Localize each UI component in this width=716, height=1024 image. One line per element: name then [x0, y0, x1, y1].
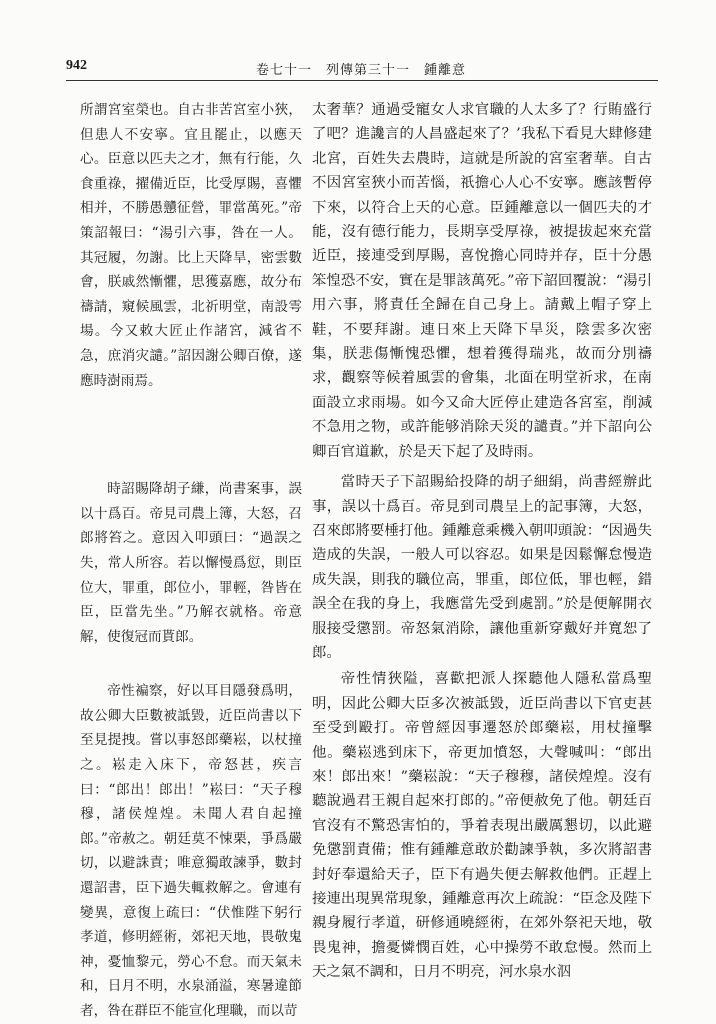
right-column-translation: [312, 98, 652, 985]
page-number: 942: [66, 58, 87, 73]
header-rule: [66, 80, 658, 81]
left-paragraph-2: 時詔賜降胡子縑，尚書案事，誤以十爲百。帝見司農上簿，大怒，召郎將笞之。意因入叩頭曰：“過誤之失，常人所容。若以懈慢爲愆，則臣位大，罪重，郎位小，罪輕，咎皆在臣，臣當先坐。”乃解衣就格。帝意解，使復冠而貰郎。: [80, 481, 302, 645]
right-paragraph-2: 當時天子下詔賜給投降的胡子細絹，尚書經辦此事，誤以十爲百。帝見到司農呈上的記事簿，大怒，召來郎將要棰打他。鍾離意乘機入朝叩頭說：“因過失造成的失誤，一般人可以容忍。如果是因鬆懈怠慢造成失誤，則我的職位高，罪重，郎位低，罪也輕，錯誤全在我的身上，我應當先受到處罰。”於是便解開衣服接受懲罰。帝怒氣消除，讓他重新穿戴好并寬恕了郎。: [312, 474, 652, 661]
page-header: [66, 58, 656, 80]
right-paragraph-1: 太奢華？通過受寵女人求官職的人太多了？行賄盛行了吧？進讒言的人昌盛起來了？’我私下看見大肆修建北宮，百姓失去農時，這就是所說的宮室奢華。自古不因宮室狹小而苦惱，祇擔心人心不安寧。應該暫停下來，以符合上天的心意。臣鍾離意以一個匹夫的才能，沒有德行能力，長期享受厚祿，被提拔起來充當近臣，接連受到厚賜，喜悅擔心同時并存，臣十分愚笨惶恐不安，實在是罪該萬死。”帝下詔回覆說：“湯引用六事，將責任全歸在自己身上。請戴上帽子穿上鞋，不要拜謝。連日來上天降下旱災，陰雲多次密集，朕悲傷慚愧恐懼，想着獲得瑞兆，故而分別禱求，觀察等候着風雲的會集，北面在明堂祈求，在南面設立求雨場。如今又命大匠停止建造各宮室，削減不急用之物，或許能够消除天災的譴責。”并下詔向公卿百官道歉，於是天下起了及時雨。: [312, 102, 652, 460]
right-paragraph-3: 帝性情狹隘，喜歡把派人探聽他人隱私當爲聖明，因此公卿大臣多次被詆毀，近臣尚書以下官吏甚至受到毆打。帝曾經因事遷怒於郎藥崧，用杖撞擊他。藥崧逃到床下，帝更加憤怒，大聲喊叫：“郎出來！郎出來！”藥崧說：“天子穆穆，諸侯煌煌。沒有聽說過君王親自起來打郎的。”帝便赦免了他。朝廷百官沒有不驚恐害怕的，爭着表現出嚴厲懇切，以此避免懲罰責備；惟有鍾離意敢於勸諫爭執，多次將詔書封好奉還給天子，臣下有過失便去解救他們。正趕上接連出現異常現象，鍾離意再次上疏說：“臣念及陛下親身履行孝道，研修通曉經術，在郊外祭祀天地，敬畏鬼神，擔憂憐憫百姓，心中操勞不敢怠慢。然而上天之氣不調和，日月不明亮，河水泉水泅: [312, 671, 652, 981]
running-title: 卷七十一 列傳第三十一 鍾離意: [256, 63, 467, 78]
left-paragraph-1: 所謂宮室榮也。自古非苦宮室小狹，但患人不安寧。宜且罷止，以應天心。臣意以匹夫之才，無有行能，久食重祿，擢備近臣，比受厚賜，喜懼相并，不勝愚戇征營，罪當萬死。”帝策詔報曰：“湯引六事，咎在一人。其冠履，勿謝。比上天降旱，密雲數會，朕戚然慚懼，思獲嘉應，故分布禱請，窺候風雲，北祈明堂，南設雩場。今又敕大匠止作諸宮，減省不急，庶消灾譴。”詔因謝公卿百僚，遂應時澍雨焉。: [80, 102, 302, 389]
left-paragraph-3: 帝性褊察，好以耳目隱發爲明，故公卿大臣數被詆毀，近臣尚書以下至見提拽。嘗以事怒郎藥崧，以杖撞之。崧走入床下，帝怒甚，疾言曰：“郎出！郎出！”崧曰：“天子穆穆，諸侯煌煌。未聞人君自起撞郎。”帝赦之。朝廷莫不悚栗，爭爲嚴切，以避誅責；唯意獨敢諫爭，數封還詔書，臣下過失輒救解之。會連有變異，意復上疏曰：“伏惟陛下躬行孝道，修明經術，郊祀天地，畏敬鬼神，憂恤黎元，勞心不怠。而天氣未和，日月不明，水泉涌溢，寒暑違節者，咎在群臣不能宣化理職，而以苛: [80, 683, 302, 1019]
left-column-classical-text: [80, 98, 302, 1024]
